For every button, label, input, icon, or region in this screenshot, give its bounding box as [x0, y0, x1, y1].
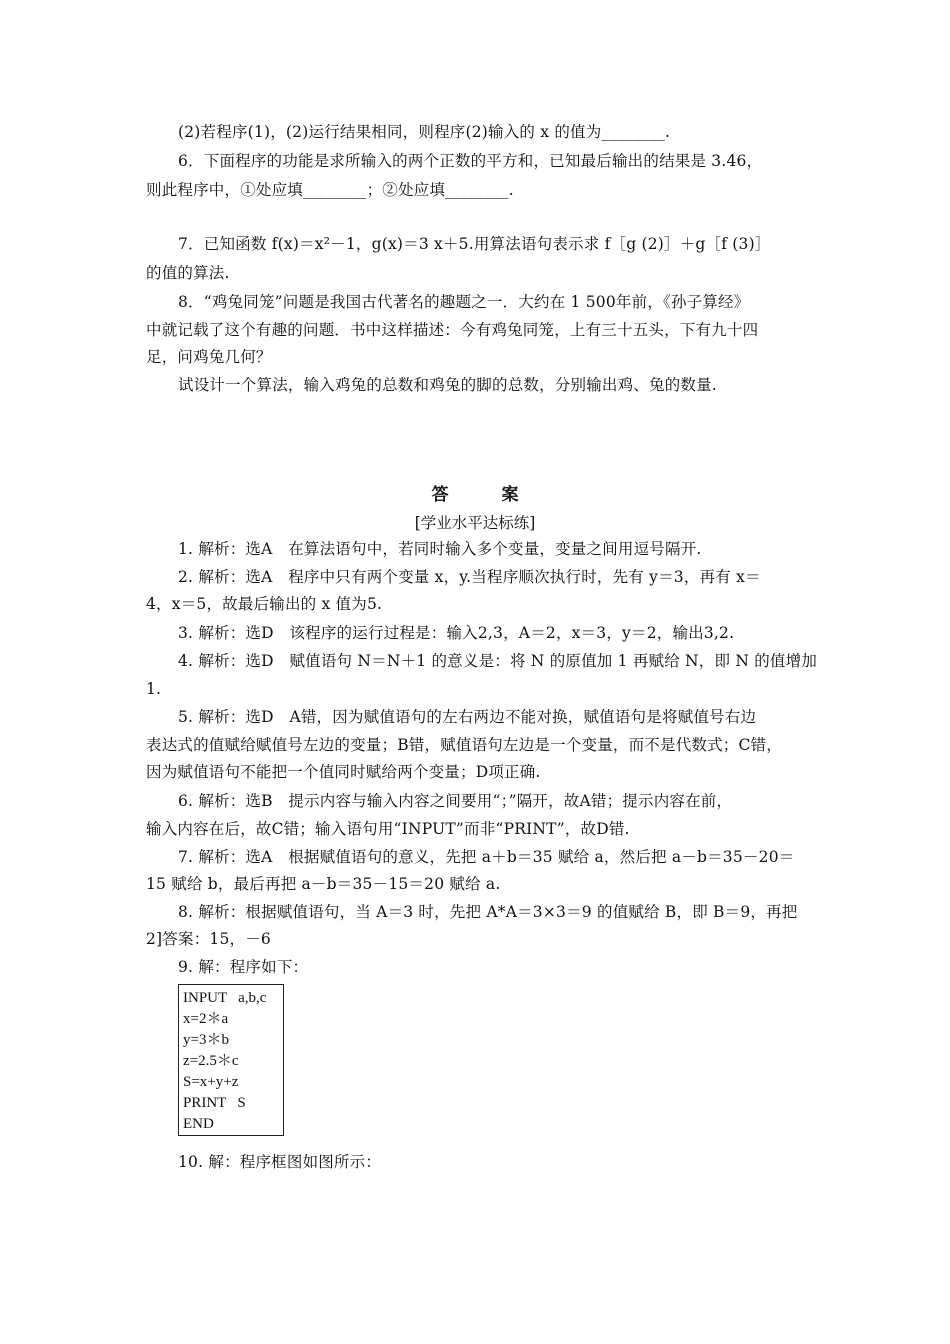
answer-5-line-1: 5. 解析：选D A错，因为赋值语句的左右两边不能对换，赋值语句是将赋值号右边	[178, 708, 757, 726]
program-code-box	[178, 984, 284, 1136]
answer-7-line-2: 15 赋给 b，最后再把 a－b＝35－15＝20 赋给 a.	[146, 875, 501, 893]
program-line: y=3＊b	[183, 1032, 229, 1048]
question-7-line-1: 7．已知函数 f(x)＝x²－1，g(x)＝3 x＋5.用算法语句表示求 f［g (2)］＋g［f (3)］	[178, 235, 771, 253]
answer-5-line-3: 因为赋值语句不能把一个值同时赋给两个变量；D项正确.	[146, 763, 541, 781]
answer-2-line-1: 2. 解析：选A 程序中只有两个变量 x，y.当程序顺次执行时，先有 y＝3，再有 x＝	[178, 568, 761, 586]
question-8-line-4: 试设计一个算法，输入鸡兔的总数和鸡兔的脚的总数，分别输出鸡、兔的数量.	[178, 376, 717, 394]
question-8-line-3: 足，问鸡兔几何？	[146, 348, 272, 366]
answer-8-line-1: 8. 解析：根据赋值语句，当 A＝3 时，先把 A*A＝3×3＝9 的值赋给 B，即 B＝9，再把	[178, 903, 798, 921]
answer-4-line-2: 1.	[146, 680, 162, 698]
question-8-line-1: 8．“鸡兔同笼”问题是我国古代著名的趣题之一．大约在 1 500年前，《孙子算经》	[178, 293, 750, 311]
answer-5-line-2: 表达式的值赋给赋值号左边的变量；B错，赋值语句左边是一个变量，而不是代数式；C错，	[146, 736, 782, 754]
answer-6-line-2: 输入内容在后，故C错；输入语句用“INPUT”而非“PRINT”，故D错.	[146, 820, 630, 838]
program-line: z=2.5＊c	[183, 1053, 239, 1069]
question-8-line-2: 中就记载了这个有趣的问题．书中这样描述：今有鸡兔同笼，上有三十五头，下有九十四	[146, 321, 759, 339]
program-line: END	[183, 1116, 214, 1132]
program-line: x=2＊a	[183, 1011, 229, 1027]
answer-8-line-2: 2]答案：15，－6	[146, 930, 271, 948]
answer-10: 10. 解：程序框图如图所示：	[178, 1153, 382, 1171]
answer-1: 1. 解析：选A 在算法语句中，若同时输入多个变量，变量之间用逗号隔开.	[178, 540, 702, 558]
answer-6-line-1: 6. 解析：选B 提示内容与输入内容之间要用“；”隔开，故A错；提示内容在前，	[178, 792, 733, 810]
answers-title: 答 案	[431, 485, 537, 505]
answer-2-line-2: 4，x＝5，故最后输出的 x 值为5.	[146, 595, 383, 613]
answer-7-line-1: 7. 解析：选A 根据赋值语句的意义，先把 a＋b＝35 赋给 a，然后把 a－b＝35－20＝	[178, 848, 795, 866]
question-5-part-2: (2)若程序(1)，(2)运行结果相同，则程序(2)输入的 x 的值为________.	[178, 123, 671, 141]
program-line: S=x+y+z	[183, 1074, 239, 1090]
answer-9: 9. 解：程序如下：	[178, 958, 309, 976]
question-6-line-2: 则此程序中，①处应填________；②处应填________.	[146, 181, 514, 199]
program-line: INPUT a,b,c	[183, 990, 267, 1006]
answers-section-label: [学业水平达标练]	[414, 514, 536, 532]
question-7-line-2: 的值的算法.	[146, 264, 230, 282]
question-6-line-1: 6．下面程序的功能是求所输入的两个正数的平方和，已知最后输出的结果是 3.46，	[178, 152, 763, 170]
answer-3: 3. 解析：选D 该程序的运行过程是：输入2,3，A＝2，x＝3，y＝2，输出3,2.	[178, 624, 735, 642]
answer-4-line-1: 4. 解析：选D 赋值语句 N＝N＋1 的意义是：将 N 的原值加 1 再赋给 N，即 N 的值增加	[178, 652, 818, 670]
program-line: PRINT S	[183, 1095, 246, 1111]
